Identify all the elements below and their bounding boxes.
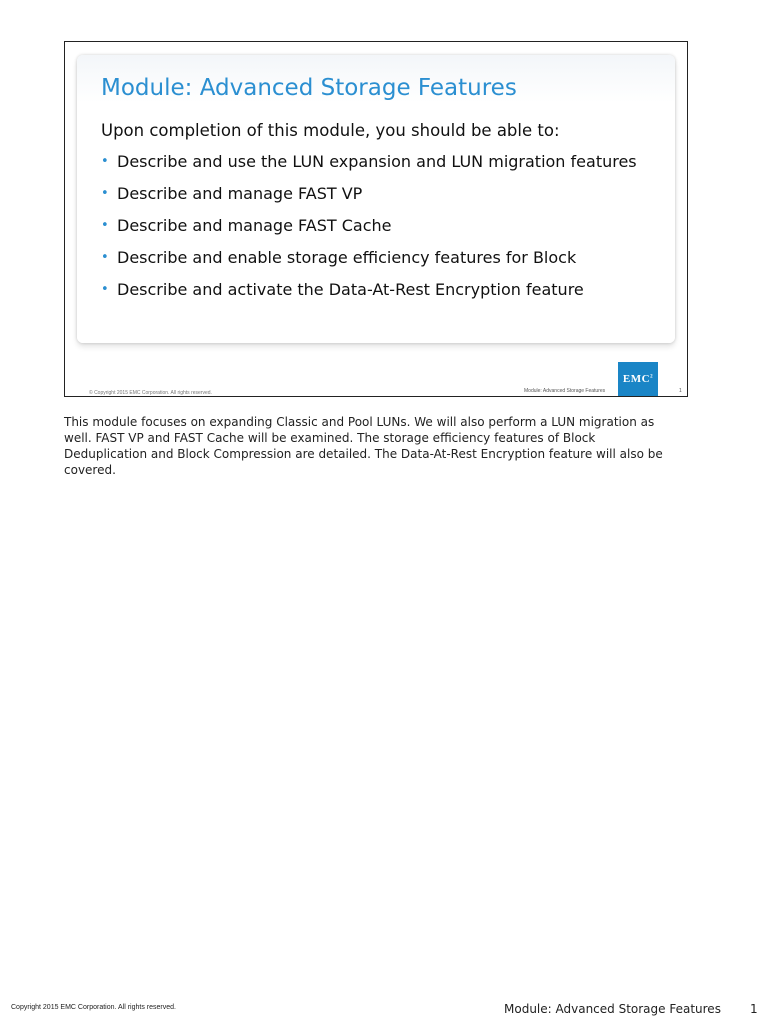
page-footer-title: Module: Advanced Storage Features: [504, 1002, 721, 1016]
objective-item: [101, 215, 661, 237]
objective-item: [101, 183, 661, 205]
objective-text: Describe and manage FAST VP: [117, 184, 363, 203]
bullet-icon: •: [101, 282, 109, 297]
speaker-notes: This module focuses on expanding Classic and Pool LUNs. We will also perform a LUN migration as well. FAST VP and FAST Cache will be examined. The storage efficiency features of Block Deduplication and Block Compression are detailed. The Data-At-Rest Encryption feature will also be covered.: [64, 415, 663, 477]
emc-logo: [618, 362, 658, 396]
objective-item: [101, 247, 661, 269]
slide-intro: Upon completion of this module, you should be able to:: [101, 121, 560, 140]
objective-text: Describe and manage FAST Cache: [117, 216, 392, 235]
emc-logo-text: EMC$^2$: [622, 373, 654, 385]
slide-copyright: © Copyright 2015 EMC Corporation. All rights reserved.: [89, 390, 212, 396]
objectives-list: [101, 151, 661, 311]
objective-text: Describe and activate the Data-At-Rest Encryption feature: [117, 280, 584, 299]
bullet-icon: •: [101, 154, 109, 169]
page-number: 1: [750, 1002, 758, 1016]
bullet-icon: •: [101, 186, 109, 201]
objective-text: Describe and enable storage efficiency features for Block: [117, 248, 577, 267]
page-copyright: Copyright 2015 EMC Corporation. All rights reserved.: [11, 1004, 176, 1011]
slide-page-number: 1: [679, 388, 682, 394]
bullet-icon: •: [101, 250, 109, 265]
objective-item: [101, 151, 661, 173]
objective-item: [101, 279, 661, 301]
slide-footer-title: Module: Advanced Storage Features: [524, 388, 606, 394]
slide-title: Module: Advanced Storage Features: [101, 75, 517, 101]
bullet-icon: •: [101, 218, 109, 233]
objective-text: Describe and use the LUN expansion and LUN migration features: [117, 152, 637, 171]
slide-thumbnail: [64, 41, 688, 397]
